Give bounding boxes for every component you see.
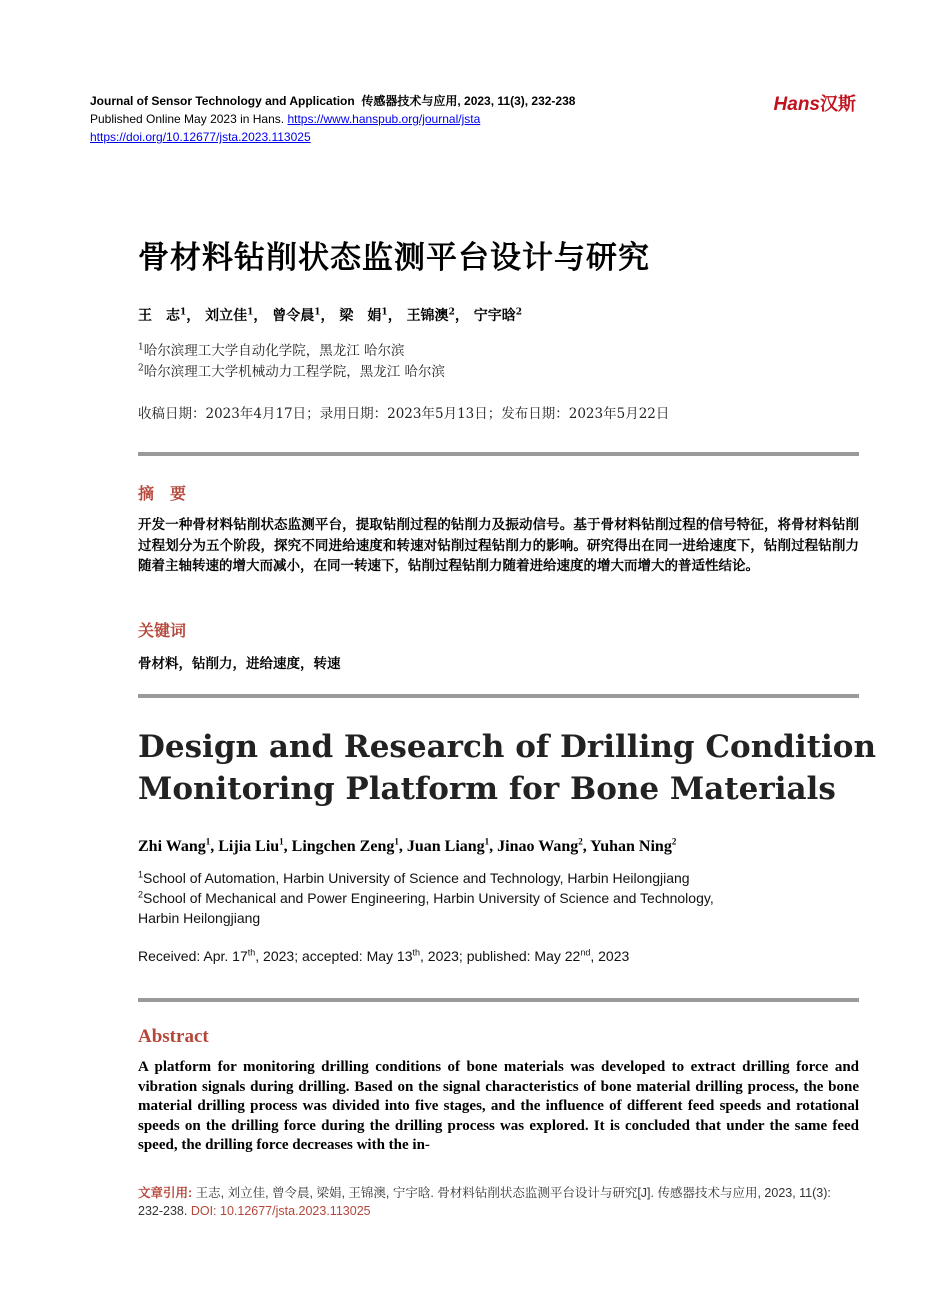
citation (138, 1184, 859, 1220)
cn-author: 王 志 (138, 308, 180, 324)
en-affiliation-2: $^2$School of Mechanical and Power Engineering, Harbin University of Science and Technology, (138, 889, 714, 906)
en-author: Lijia Liu (218, 838, 280, 855)
cn-abstract-heading: 摘 要 (138, 484, 187, 503)
en-dates: Received: Apr. 17th, 2023; accepted: May 13th, 2023; published: May 22nd, 2023 (138, 947, 630, 964)
journal-header (90, 92, 575, 146)
en-affiliations (138, 868, 714, 928)
journal-cn-volume: 传感器技术与应用, 2023, 11(3), 232-238 (361, 94, 576, 108)
en-author: Lingchen Zeng (291, 838, 395, 855)
cn-affiliation-1: $^1$哈尔滨理工大学自动化学院，黑龙江 哈尔滨 (138, 342, 405, 359)
cn-authors: 王 志$^1$， 刘立佳$^1$， 曾令晨$^1$， 梁 娟$^1$， 王锦澳$^2$， 宁宇晗$^2$ (138, 307, 522, 324)
en-author: Juan Liang (406, 838, 485, 855)
journal-url-link[interactable]: https://www.hanspub.org/journal/jsta (287, 112, 481, 126)
en-affiliation-1: $^1$School of Automation, Harbin University of Science and Technology, Harbin Heilongjiang (138, 869, 690, 886)
cn-affiliation-2: $^2$哈尔滨理工大学机械动力工程学院，黑龙江 哈尔滨 (138, 363, 446, 380)
citation-text: 王志, 刘立佳, 曾令晨, 梁娟, 王锦澳, 宁宇晗. 骨材料钻削状态监测平台设计与研究[J]. 传感器技术与应用, 2023, 11(3): 232-238. (138, 1186, 831, 1218)
en-title: Design and Research of Drilling Condition Monitoring Platform for Bone Materials (138, 729, 877, 807)
cn-author: 梁 娟 (339, 308, 382, 324)
en-author: Yuhan Ning (590, 838, 672, 855)
cn-keywords: 骨材料，钻削力，进给速度，转速 (138, 656, 341, 672)
cn-author: 曾令晨 (272, 308, 315, 324)
citation-label: 文章引用: (138, 1186, 193, 1200)
en-abstract: A platform for monitoring drilling conditions of bone materials was developed to extract drilling force and vibration signals during drilling. Based on the signal characteristics of bone material drilling process, the bone material drilling process was divided into five stages, and the influence of different feed speeds and rotational speeds on the drilling force during the drilling process was explored. It is concluded that under the same feed speed, the drilling force decreases with the in- (138, 1059, 859, 1154)
cn-author: 刘立佳 (205, 308, 248, 324)
cn-title: 骨材料钻削状态监测平台设计与研究 (138, 240, 650, 276)
published-online: Published Online May 2023 in Hans. (90, 112, 285, 126)
cn-author: 王锦澳 (406, 308, 449, 324)
cn-abstract: 开发一种骨材料钻削状态监测平台，提取钻削过程的钻削力及振动信号。基于骨材料钻削过程的信号特征，将骨材料钻削过程划分为五个阶段，探究不同进给速度和转速对钻削过程钻削力的影响。研究得出在同一进给速度下，钻削过程钻削力随着主轴转速的增大而减小，在同一转速下，钻削过程钻削力随着进给速度的增大而增大的普适性结论。 (138, 517, 859, 574)
citation-doi: DOI: 10.12677/jsta.2023.113025 (190, 1204, 371, 1218)
journal-name: Journal of Sensor Technology and Application (90, 94, 355, 108)
doi-url-link[interactable]: https://doi.org/10.12677/jsta.2023.113025 (90, 130, 311, 144)
en-author: Zhi Wang (138, 838, 206, 855)
divider (138, 694, 859, 698)
divider (138, 452, 859, 456)
cn-author: 宁宇晗 (473, 308, 516, 324)
divider (138, 998, 859, 1002)
en-affiliation-2-cont: Harbin Heilongjiang (138, 910, 261, 926)
hans-logo: Hans汉斯 (773, 94, 856, 115)
en-authors: Zhi Wang$^1$, Lijia Liu$^1$, Lingchen Zeng$^1$, Juan Liang$^1$, Jinao Wang$^2$, Yuhan Ning$^2$ (138, 836, 677, 855)
cn-keywords-heading: 关键词 (138, 621, 187, 640)
en-abstract-heading: Abstract (138, 1026, 209, 1047)
cn-dates: 收稿日期：2023年4月17日；录用日期：2023年5月13日；发布日期：2023年5月22日 (138, 406, 670, 422)
en-author: Jinao Wang (497, 838, 579, 855)
